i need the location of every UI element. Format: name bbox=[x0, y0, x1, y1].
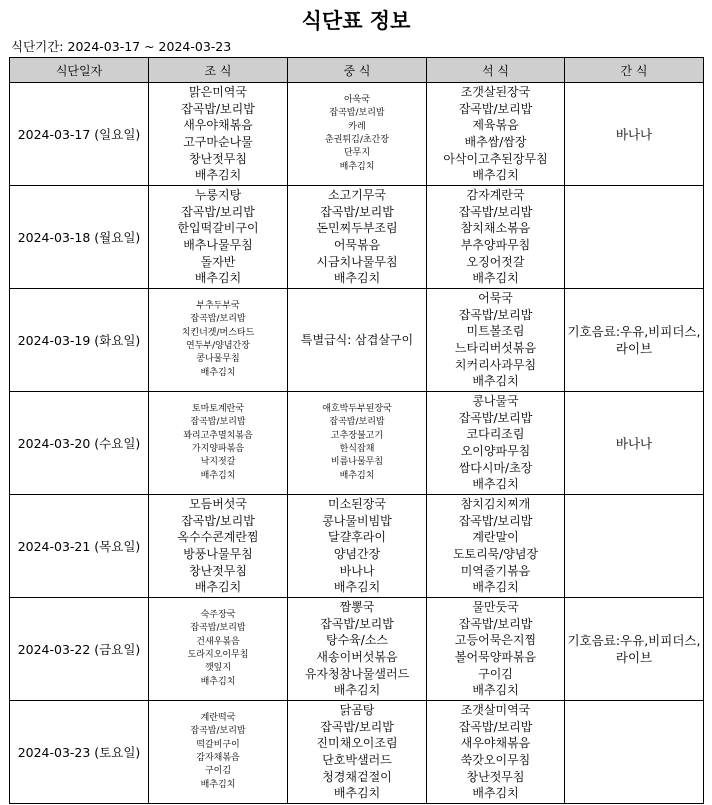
lunch-cell bbox=[288, 598, 427, 701]
meal-date: 2024-03-19 (화요일) bbox=[10, 289, 149, 392]
dinner-item: 배추김치 bbox=[472, 580, 519, 595]
breakfast-item: 연두부/양념간장 bbox=[186, 341, 250, 351]
dinner-item: 고등어묵은지찜 bbox=[454, 633, 537, 648]
breakfast-item: 잡곡밥/보리밥 bbox=[190, 726, 246, 737]
lunch-cell bbox=[288, 701, 427, 804]
breakfast-item: 깻잎지 bbox=[204, 663, 232, 674]
breakfast-item: 배추김치 bbox=[200, 676, 236, 687]
meal-date: 2024-03-20 (수요일) bbox=[10, 392, 149, 495]
breakfast-item: 창난젓무침 bbox=[189, 151, 247, 166]
lunch-item: 카레 bbox=[348, 121, 366, 132]
lunch-cell bbox=[288, 83, 427, 186]
snack-item: 라이브 bbox=[615, 341, 653, 356]
dinner-cell bbox=[427, 186, 565, 289]
table-row bbox=[10, 701, 704, 804]
table-row bbox=[10, 83, 704, 186]
lunch-item: 돈민찌두부조림 bbox=[316, 221, 398, 236]
breakfast-item: 돌자반 bbox=[200, 254, 236, 269]
dinner-item: 잡곡밥/보리밥 bbox=[458, 719, 533, 734]
dinner-item: 잡곡밥/보리밥 bbox=[458, 410, 533, 425]
breakfast-item: 배추김치 bbox=[194, 271, 242, 286]
header-breakfast: 조 식 bbox=[149, 58, 288, 83]
breakfast-cell bbox=[149, 495, 288, 598]
dinner-item: 조갯살된장국 bbox=[460, 85, 531, 100]
dinner-item: 잡곡밥/보리밥 bbox=[458, 513, 533, 528]
lunch-item: 애호박두부된장국 bbox=[322, 403, 392, 414]
dinner-item: 배추김치 bbox=[472, 477, 519, 492]
snack-item: 바나나 bbox=[615, 126, 653, 142]
dinner-item: 감자계란국 bbox=[466, 188, 525, 203]
lunch-item: 배추김치 bbox=[333, 786, 381, 801]
lunch-item: 시금치나물무침 bbox=[316, 254, 398, 269]
breakfast-item: 창난젓무침 bbox=[189, 563, 247, 578]
dinner-cell bbox=[427, 701, 565, 804]
breakfast-cell bbox=[149, 186, 288, 289]
dinner-item: 볼어묵양파볶음 bbox=[454, 650, 537, 664]
lunch-item: 배추김치 bbox=[333, 580, 381, 595]
lunch-item: 춘권튀김/초간장 bbox=[325, 135, 389, 145]
breakfast-item: 방풍나물무침 bbox=[183, 547, 253, 561]
lunch-item: 잡곡밥/보리밥 bbox=[329, 108, 385, 119]
breakfast-item: 배추김치 bbox=[200, 779, 236, 790]
breakfast-item: 잡곡밥/보리밥 bbox=[181, 204, 255, 219]
breakfast-item: 잡곡밥/보리밥 bbox=[190, 314, 246, 325]
table-header-row bbox=[10, 58, 704, 83]
dinner-item: 오징어젓갈 bbox=[466, 254, 525, 269]
snack-item: 라이브 bbox=[615, 650, 653, 665]
dinner-item: 도토리묵/양념장 bbox=[452, 547, 539, 561]
dinner-item: 구이김 bbox=[478, 666, 513, 681]
dinner-item: 제육볶음 bbox=[472, 118, 519, 133]
breakfast-item: 잡곡밥/보리밥 bbox=[190, 417, 246, 428]
dinner-item: 잡곡밥/보리밥 bbox=[458, 204, 533, 219]
lunch-item: 잡곡밥/보리밥 bbox=[329, 417, 385, 428]
dinner-item: 잡곡밥/보리밥 bbox=[458, 101, 533, 116]
lunch-item: 잡곡밥/보리밥 bbox=[320, 204, 394, 219]
meal-date: 2024-03-18 (월요일) bbox=[10, 186, 149, 289]
lunch-cell bbox=[288, 289, 427, 392]
meal-table bbox=[9, 57, 704, 804]
lunch-item: 닭곰탕 bbox=[339, 703, 375, 718]
dinner-item: 배추김치 bbox=[472, 786, 519, 801]
snack-cell bbox=[565, 701, 704, 804]
breakfast-cell bbox=[149, 289, 288, 392]
dinner-cell bbox=[427, 83, 565, 186]
breakfast-item: 옥수수콘계란찜 bbox=[177, 530, 259, 545]
breakfast-item: 부추두부국 bbox=[196, 300, 240, 311]
breakfast-cell bbox=[149, 83, 288, 186]
lunch-item: 아욱국 bbox=[343, 94, 371, 105]
lunch-item: 양념간장 bbox=[333, 547, 381, 561]
breakfast-item: 떡갈비구이 bbox=[196, 739, 240, 750]
dinner-item: 아삭이고추된장무침 bbox=[443, 151, 548, 166]
dinner-item: 배추김치 bbox=[472, 271, 519, 286]
snack-cell bbox=[565, 289, 704, 392]
breakfast-item: 감자채볶음 bbox=[196, 753, 240, 763]
dinner-item: 부추양파무침 bbox=[460, 238, 531, 252]
lunch-item: 짬뽕국 bbox=[339, 600, 375, 615]
header-date: 식단일자 bbox=[10, 58, 149, 83]
breakfast-item: 토마토계란국 bbox=[191, 403, 245, 414]
dinner-item: 콩나물국 bbox=[472, 394, 519, 409]
lunch-cell bbox=[288, 392, 427, 495]
dinner-item: 쌈다시마/초장 bbox=[458, 460, 533, 475]
header-lunch: 중 식 bbox=[288, 58, 427, 83]
dinner-item: 조갯살미역국 bbox=[460, 703, 531, 718]
lunch-item: 고추장불고기 bbox=[330, 430, 384, 441]
lunch-item: 특별급식: 삼겹살구이 bbox=[300, 332, 414, 347]
meal-period: 식단기간: 2024-03-17 ~ 2024-03-23 bbox=[11, 39, 232, 54]
breakfast-item: 고구마순나물 bbox=[183, 135, 253, 149]
meal-date: 2024-03-21 (목요일) bbox=[10, 495, 149, 598]
table-row bbox=[10, 598, 704, 701]
table-row bbox=[10, 289, 704, 392]
table-row bbox=[10, 392, 704, 495]
page-title: 식단표 정보 bbox=[301, 9, 411, 33]
dinner-item: 새우야채볶음 bbox=[460, 736, 531, 751]
lunch-item: 유자청참나물샐러드 bbox=[304, 666, 410, 681]
dinner-item: 오이양파무침 bbox=[460, 444, 531, 458]
lunch-item: 달걀후라이 bbox=[328, 530, 386, 545]
breakfast-item: 잡곡밥/보리밥 bbox=[181, 101, 255, 116]
breakfast-item: 배추김치 bbox=[194, 580, 242, 595]
lunch-item: 콩나물비빔밥 bbox=[322, 513, 392, 528]
dinner-cell bbox=[427, 289, 565, 392]
dinner-item: 배추쌈/쌈장 bbox=[464, 135, 527, 149]
breakfast-item: 치킨너겟/머스타드 bbox=[181, 327, 255, 338]
snack-item: 기호음료:우유,비피더스, bbox=[567, 324, 701, 339]
lunch-item: 어묵볶음 bbox=[333, 238, 381, 252]
lunch-cell bbox=[288, 495, 427, 598]
dinner-item: 참치채소볶음 bbox=[460, 221, 531, 236]
lunch-cell bbox=[288, 186, 427, 289]
snack-item: 바나나 bbox=[615, 435, 653, 451]
breakfast-item: 누룽지탕 bbox=[194, 188, 242, 203]
breakfast-cell bbox=[149, 392, 288, 495]
dinner-item: 미트볼조림 bbox=[466, 324, 525, 339]
lunch-item: 잡곡밥/보리밥 bbox=[320, 719, 394, 734]
lunch-item: 탕수육/소스 bbox=[325, 633, 388, 648]
breakfast-item: 새우야채볶음 bbox=[183, 118, 253, 133]
breakfast-item: 맑은미역국 bbox=[189, 85, 247, 100]
dinner-item: 코다리조림 bbox=[466, 427, 525, 442]
breakfast-item: 모듬버섯국 bbox=[189, 497, 247, 512]
snack-cell bbox=[565, 83, 704, 186]
header-dinner: 석 식 bbox=[427, 58, 565, 83]
dinner-item: 참치김치찌개 bbox=[460, 497, 531, 512]
breakfast-item: 건새우볶음 bbox=[196, 636, 240, 647]
dinner-item: 물만둣국 bbox=[472, 600, 519, 615]
lunch-item: 배추김치 bbox=[333, 683, 381, 698]
dinner-item: 배추김치 bbox=[472, 683, 519, 698]
breakfast-item: 한입떡갈비구이 bbox=[177, 221, 259, 236]
breakfast-item: 계란떡국 bbox=[200, 712, 236, 723]
breakfast-item: 잡곡밥/보리밥 bbox=[181, 513, 255, 528]
dinner-cell bbox=[427, 598, 565, 701]
breakfast-item: 도라지오이무침 bbox=[187, 650, 249, 660]
dinner-item: 미역줄기볶음 bbox=[460, 563, 531, 578]
lunch-item: 소고기무국 bbox=[328, 188, 386, 203]
dinner-item: 느타리버섯볶음 bbox=[454, 341, 537, 355]
breakfast-cell bbox=[149, 598, 288, 701]
snack-cell bbox=[565, 186, 704, 289]
meal-date: 2024-03-23 (토요일) bbox=[10, 701, 149, 804]
breakfast-item: 꽈리고추멸치볶음 bbox=[183, 430, 253, 441]
breakfast-item: 배추김치 bbox=[200, 470, 236, 481]
breakfast-item: 숙주장국 bbox=[200, 609, 236, 620]
snack-cell bbox=[565, 598, 704, 701]
snack-cell bbox=[565, 495, 704, 598]
lunch-item: 배추김치 bbox=[333, 271, 381, 286]
dinner-item: 계란말이 bbox=[472, 530, 519, 545]
dinner-cell bbox=[427, 495, 565, 598]
breakfast-item: 낙지젓갈 bbox=[200, 457, 236, 468]
lunch-item: 단호박샐러드 bbox=[322, 753, 392, 767]
dinner-item: 배추김치 bbox=[472, 168, 519, 183]
snack-cell bbox=[565, 392, 704, 495]
dinner-item: 배추김치 bbox=[472, 374, 519, 389]
header-snack: 간 식 bbox=[565, 58, 704, 83]
dinner-item: 치커리사과무침 bbox=[454, 357, 537, 372]
snack-item: 기호음료:우유,비피더스, bbox=[567, 633, 701, 648]
dinner-cell bbox=[427, 392, 565, 495]
breakfast-item: 배추김치 bbox=[200, 367, 236, 378]
table-row bbox=[10, 186, 704, 289]
breakfast-item: 가지양파볶음 bbox=[191, 444, 245, 454]
lunch-item: 미소된장국 bbox=[328, 497, 386, 512]
breakfast-cell bbox=[149, 701, 288, 804]
lunch-item: 배추김치 bbox=[339, 470, 375, 481]
table-body bbox=[10, 83, 704, 804]
lunch-item: 바나나 bbox=[339, 563, 375, 578]
breakfast-item: 구이김 bbox=[204, 766, 232, 777]
meal-date: 2024-03-22 (금요일) bbox=[10, 598, 149, 701]
breakfast-item: 콩나물무침 bbox=[196, 354, 240, 365]
lunch-item: 비름나물무침 bbox=[330, 457, 384, 468]
dinner-item: 잡곡밥/보리밥 bbox=[458, 616, 533, 631]
meal-date: 2024-03-17 (일요일) bbox=[10, 83, 149, 186]
lunch-item: 청경채겉절이 bbox=[322, 769, 392, 784]
lunch-item: 단무지 bbox=[343, 148, 371, 159]
lunch-item: 새송이버섯볶음 bbox=[316, 650, 398, 664]
lunch-item: 한식잡채 bbox=[339, 444, 375, 454]
lunch-item: 진미채오이조림 bbox=[316, 736, 398, 751]
lunch-item: 배추김치 bbox=[339, 161, 375, 172]
breakfast-item: 잡곡밥/보리밥 bbox=[190, 623, 246, 634]
breakfast-item: 배추나물무침 bbox=[183, 238, 253, 252]
breakfast-item: 배추김치 bbox=[194, 168, 242, 183]
dinner-item: 창난젓무침 bbox=[466, 769, 525, 784]
dinner-item: 쑥갓오이무침 bbox=[460, 753, 531, 767]
lunch-item: 잡곡밥/보리밥 bbox=[320, 616, 394, 631]
dinner-item: 잡곡밥/보리밥 bbox=[458, 307, 533, 322]
table-row bbox=[10, 495, 704, 598]
dinner-item: 어묵국 bbox=[478, 291, 513, 306]
